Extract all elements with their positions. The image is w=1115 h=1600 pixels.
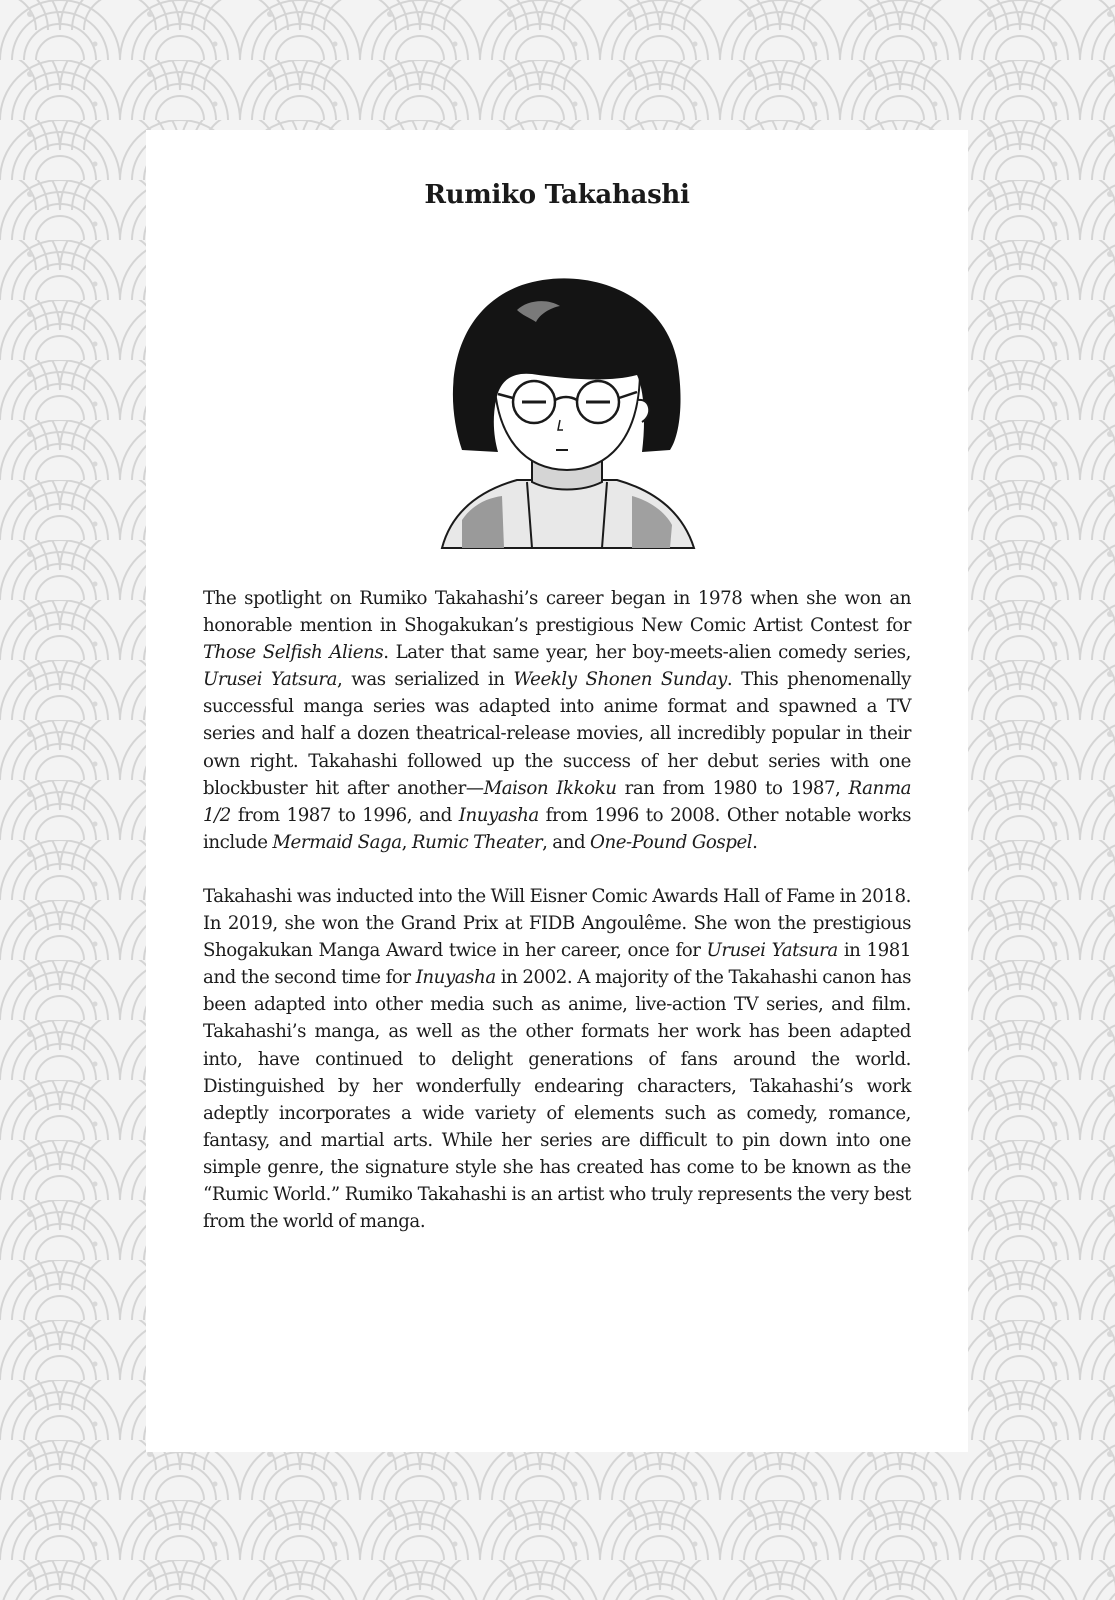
- title-italic: Inuyasha: [415, 967, 496, 989]
- content-panel: [146, 130, 968, 1452]
- author-portrait: [432, 270, 702, 550]
- title-italic: Rumic Theater: [411, 831, 543, 853]
- title-italic: Maison Ikkoku: [483, 777, 617, 799]
- biography: [203, 585, 911, 1262]
- bio-paragraph-2: Takahashi was inducted into the Will Eisner Comic Awards Hall of Fame in 2018. In 2019, she won the Grand Prix at FIDB Angoulême. She won the prestigious Shogakukan Manga Award twice in her career, once for Urusei Yatsura in 1981 and the second time for Inuyasha in 2002. A majority of the Takahashi canon has been adapted into other media such as anime, live-action TV series, and film. Takahashi’s manga, as well as the other formats her work has been adapted into, have continued to delight generations of fans around the world. Distinguished by her wonderfully endearing characters, Takahashi’s work adeptly incorporates a wide variety of elements such as comedy, romance, fantasy, and martial arts. While her series are difficult to pin down into one simple genre, the signature style she has created has come to be known as the “Rumic World.” Rumiko Takahashi is an artist who truly represents the very best from the world of manga.: [203, 885, 912, 1233]
- title-italic: Mermaid Saga: [272, 831, 402, 853]
- page-title: Rumiko Takahashi: [424, 180, 690, 210]
- title-italic: Ranma 1/2: [203, 777, 912, 826]
- title-italic: Inuyasha: [458, 804, 539, 826]
- title-italic: Weekly Shonen Sunday: [513, 669, 727, 691]
- bio-paragraph-1: The spotlight on Rumiko Takahashi’s career began in 1978 when she won an honorable mention in Shogakukan’s prestigious New Comic Artist Contest for Those Selfish Aliens. Later that same year, her boy-meets-alien comedy series, Urusei Yatsura, was serialized in Weekly Shonen Sunday. This phenomenally successful manga series was adapted into anime format and spawned a TV series and half a dozen theatrical-release movies, all incredibly popular in their own right. Takahashi followed up the success of her debut series with one blockbuster hit after another—Maison Ikkoku ran from 1980 to 1987, Ranma 1/2 from 1987 to 1996, and Inuyasha from 1996 to 2008. Other notable works include Mermaid Saga, Rumic Theater, and One-Pound Gospel.: [203, 588, 912, 853]
- title-italic: One-Pound Gospel: [589, 831, 753, 853]
- title-italic: Urusei Yatsura: [203, 669, 337, 691]
- title-italic: Those Selfish Aliens: [203, 642, 384, 664]
- title-italic: Urusei Yatsura: [706, 940, 838, 962]
